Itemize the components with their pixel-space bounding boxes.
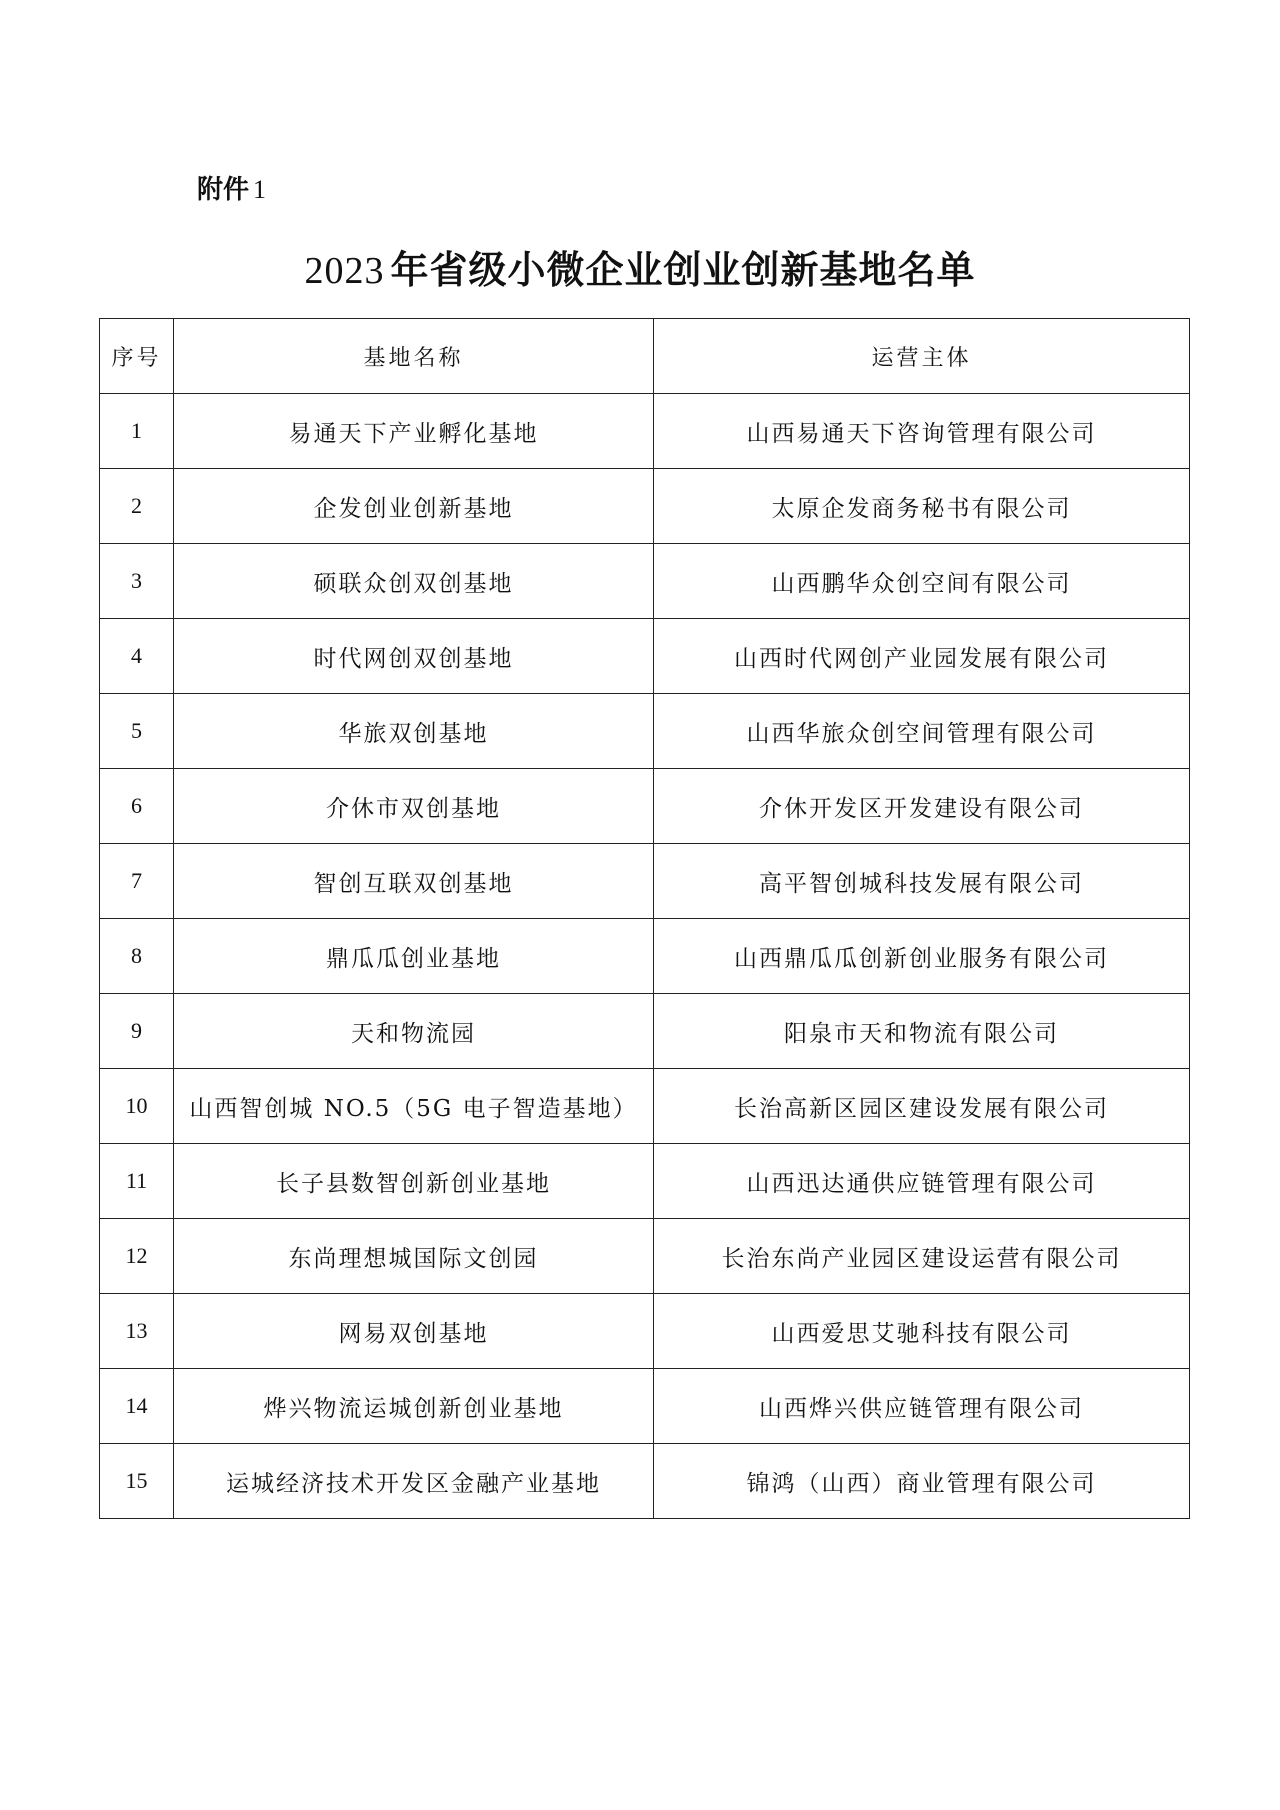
- row-operator: 山西爱思艾驰科技有限公司: [654, 1294, 1190, 1369]
- table-row: [100, 469, 1190, 544]
- table-row: [100, 919, 1190, 994]
- header-index: 序号: [100, 319, 174, 394]
- row-operator: 介休开发区开发建设有限公司: [654, 769, 1190, 844]
- row-base-name: 硕联众创双创基地: [174, 544, 654, 619]
- row-index: 15: [100, 1444, 174, 1519]
- row-index: 4: [100, 619, 174, 694]
- row-index: 7: [100, 844, 174, 919]
- row-index: 14: [100, 1369, 174, 1444]
- row-base-name: 智创互联双创基地: [174, 844, 654, 919]
- table-row: [100, 844, 1190, 919]
- row-base-name: 企发创业创新基地: [174, 469, 654, 544]
- row-index: 6: [100, 769, 174, 844]
- row-base-name: 网易双创基地: [174, 1294, 654, 1369]
- row-operator: 山西华旅众创空间管理有限公司: [654, 694, 1190, 769]
- row-base-name: 易通天下产业孵化基地: [174, 394, 654, 469]
- row-operator: 太原企发商务秘书有限公司: [654, 469, 1190, 544]
- row-operator: 高平智创城科技发展有限公司: [654, 844, 1190, 919]
- row-base-name: 介休市双创基地: [174, 769, 654, 844]
- table-row: [100, 1369, 1190, 1444]
- row-operator: 长治东尚产业园区建设运营有限公司: [654, 1219, 1190, 1294]
- attachment-label-text: 附件: [197, 175, 250, 205]
- table-row: [100, 394, 1190, 469]
- row-index: 2: [100, 469, 174, 544]
- row-index: 10: [100, 1069, 174, 1144]
- row-operator: 山西鹏华众创空间有限公司: [654, 544, 1190, 619]
- row-base-name: 鼎瓜瓜创业基地: [174, 919, 654, 994]
- row-base-name: 华旅双创基地: [174, 694, 654, 769]
- attachment-label: [197, 170, 266, 210]
- row-base-name: 长子县数智创新创业基地: [174, 1144, 654, 1219]
- document-title-year: 2023: [304, 250, 385, 292]
- table-row: [100, 619, 1190, 694]
- row-index: 9: [100, 994, 174, 1069]
- row-operator: 山西烨兴供应链管理有限公司: [654, 1369, 1190, 1444]
- row-base-name: 烨兴物流运城创新创业基地: [174, 1369, 654, 1444]
- table-row: [100, 1444, 1190, 1519]
- table-row: [100, 694, 1190, 769]
- header-base-name: 基地名称: [174, 319, 654, 394]
- row-base-name: 东尚理想城国际文创园: [174, 1219, 654, 1294]
- row-index: 1: [100, 394, 174, 469]
- row-index: 12: [100, 1219, 174, 1294]
- row-base-name: 运城经济技术开发区金融产业基地: [174, 1444, 654, 1519]
- row-index: 5: [100, 694, 174, 769]
- row-operator: 长治高新区园区建设发展有限公司: [654, 1069, 1190, 1144]
- table-row: [100, 1069, 1190, 1144]
- row-operator: 山西时代网创产业园发展有限公司: [654, 619, 1190, 694]
- table-row: [100, 1294, 1190, 1369]
- document-title: [0, 242, 1280, 299]
- row-index: 8: [100, 919, 174, 994]
- row-operator: 山西易通天下咨询管理有限公司: [654, 394, 1190, 469]
- table-row: [100, 994, 1190, 1069]
- table-row: [100, 1144, 1190, 1219]
- row-base-name: 山西智创城 NO.5（5G 电子智造基地）: [174, 1069, 654, 1144]
- row-operator: 山西迅达通供应链管理有限公司: [654, 1144, 1190, 1219]
- table-body: [100, 394, 1190, 1519]
- attachment-number: 1: [253, 175, 267, 204]
- row-operator: 阳泉市天和物流有限公司: [654, 994, 1190, 1069]
- row-index: 3: [100, 544, 174, 619]
- document-title-text: 年省级小微企业创业创新基地名单: [390, 248, 976, 292]
- row-index: 13: [100, 1294, 174, 1369]
- header-operator: 运营主体: [654, 319, 1190, 394]
- row-base-name: 天和物流园: [174, 994, 654, 1069]
- table-header-row: [100, 319, 1190, 394]
- base-list-table: [99, 318, 1190, 1519]
- row-operator: 锦鸿（山西）商业管理有限公司: [654, 1444, 1190, 1519]
- table-row: [100, 544, 1190, 619]
- row-base-name: 时代网创双创基地: [174, 619, 654, 694]
- table-row: [100, 1219, 1190, 1294]
- row-operator: 山西鼎瓜瓜创新创业服务有限公司: [654, 919, 1190, 994]
- table-row: [100, 769, 1190, 844]
- row-index: 11: [100, 1144, 174, 1219]
